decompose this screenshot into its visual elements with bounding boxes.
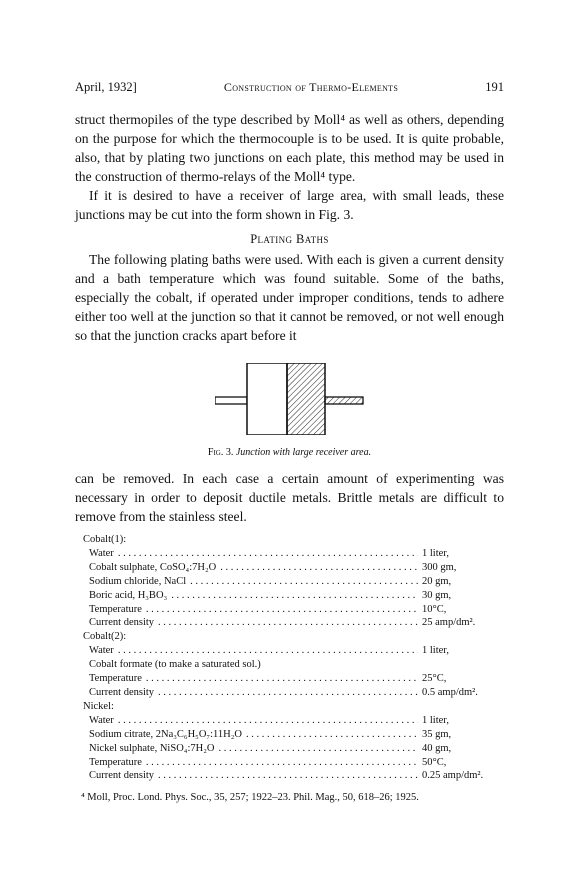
bath-row: Water . . . 1 liter,: [75, 714, 504, 728]
left-lead: [215, 397, 247, 404]
figure-caption-text: Junction with large receiver area.: [235, 447, 372, 458]
bath-row: Current density . . . 0.25 amp/dm².: [75, 769, 504, 783]
bath-row: Current density . . . 25 amp/dm².: [75, 616, 504, 630]
figure-caption: [75, 447, 504, 458]
plating-baths-list: [75, 533, 504, 783]
header-date: April, 1932]: [75, 80, 137, 94]
paragraph-4: can be removed. In each case a certain amount of experimenting was necessary in order to deposit ductile metals. Brittle metals are difficult to remove from the stainless steel.: [75, 471, 504, 524]
page: [75, 80, 504, 803]
bath-row: Current density . . . 0.5 amp/dm².: [75, 686, 504, 700]
section-heading: Plating Baths: [250, 232, 329, 246]
page-number: 191: [485, 80, 504, 94]
left-plate: [247, 363, 287, 435]
bath-row: Cobalt sulphate, CoSO₄:7H₂O . . . 300 gm,: [75, 561, 504, 575]
bath-row: Nickel sulphate, NiSO₄:7H₂O . . . 40 gm,: [75, 742, 504, 756]
bath-row: Cobalt formate (to make a saturated sol.): [89, 659, 261, 671]
bath-title-cobalt2: Cobalt(2):: [83, 631, 127, 643]
paragraph-1: struct thermopiles of the type described by Moll⁴ as well as others, depending on the purpose for which the thermocouple is to be used. It is quite probable, also, that by plating two junctions on each plate, this method may be used in the construction of thermo-relays of the Moll⁴ type.: [75, 112, 504, 184]
bath-row: Water . . . 1 liter,: [75, 547, 504, 561]
paragraph-2: If it is desired to have a receiver of large area, with small leads, these junctions may be cut into the form shown in Fig. 3.: [75, 188, 504, 222]
junction-diagram: [215, 363, 365, 435]
bath-row: Temperature . . . 25°C,: [75, 672, 504, 686]
figure-3: [75, 363, 504, 481]
header-title: Construction of Thermo-Elements: [223, 80, 399, 94]
running-header: [75, 80, 504, 110]
figure-label: Fig. 3.: [207, 447, 234, 458]
bath-row: Boric acid, H₃BO₃ . . . 30 gm,: [75, 589, 504, 603]
bath-row: Sodium chloride, NaCl . . . 20 gm,: [75, 575, 504, 589]
bath-title-cobalt1: Cobalt(1):: [83, 534, 127, 545]
bath-title-nickel: Nickel:: [83, 700, 114, 712]
paragraph-3: The following plating baths were used. With each is given a current density and a bath temperature which was found suitable. Some of the baths, especially the cobalt, if operated under improper conditions, tends to adhere either too well at the junction so that it cannot be removed, or not well enough so that the junction cracks apart before it: [75, 252, 504, 343]
right-lead: [325, 397, 363, 404]
bath-row: Temperature . . . 10°C,: [75, 603, 504, 617]
footnote: ⁴ Moll, Proc. Lond. Phys. Soc., 35, 257; 1922–23. Phil. Mag., 50, 618–26; 1925.: [81, 792, 419, 804]
bath-row: Water . . . 1 liter,: [75, 644, 504, 658]
right-plate-plated: [287, 363, 325, 435]
bath-row: Sodium citrate, 2Na₃C₆H₅O₇:11H₂O . . . 35 gm,: [75, 728, 504, 742]
bath-row: Temperature . . . 50°C,: [75, 756, 504, 770]
